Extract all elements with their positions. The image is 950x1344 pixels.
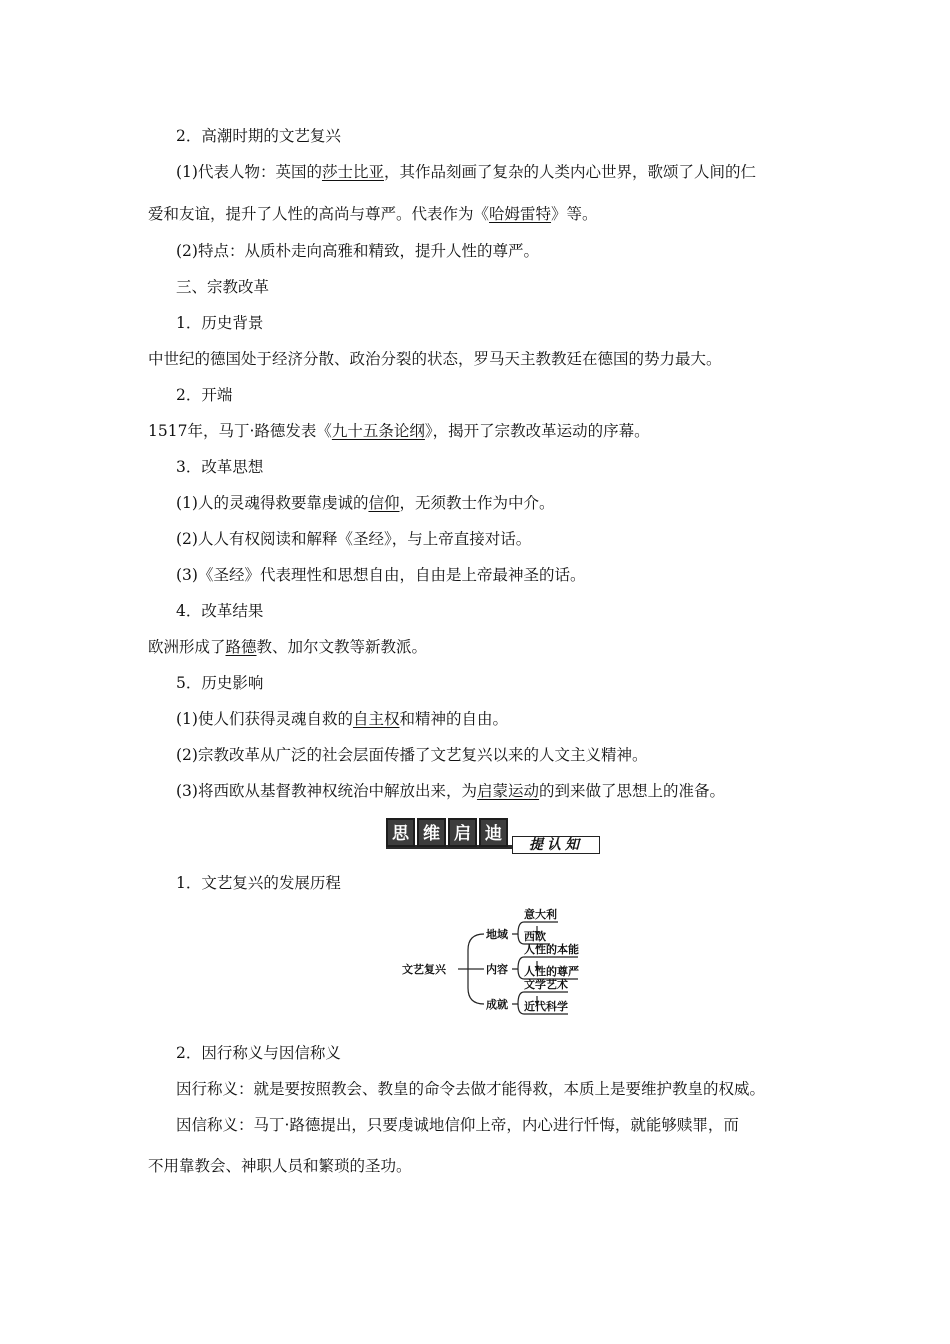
text: 》，揭开了宗教改革运动的序幕。 bbox=[424, 422, 650, 440]
subsection-title: 2．因行称义与因信称义 bbox=[176, 1044, 341, 1062]
paragraph bbox=[176, 780, 725, 802]
underlined-term: 自主权 bbox=[352, 710, 400, 728]
paragraph: (2)宗教改革从广泛的社会层面传播了文艺复兴以来的人文主义精神。 bbox=[176, 746, 648, 764]
underlined-term: 哈姆雷特 bbox=[489, 205, 552, 223]
branch-item: 近代科学 bbox=[524, 1000, 568, 1013]
paragraph: 因信称义：马丁·路德提出，只要虔诚地信仰上帝，内心进行忏悔，就能够赎罪，而 bbox=[176, 1116, 739, 1134]
paragraph bbox=[148, 203, 598, 225]
text: 1517年，马丁·路德发表《 bbox=[148, 422, 332, 440]
text: (1)代表人物：英国的 bbox=[176, 163, 322, 181]
text: ，其作品刻画了复杂的人类内心世界，歌颂了人间的仁 bbox=[383, 163, 756, 181]
subsection-title: 3．改革思想 bbox=[176, 458, 264, 476]
text: 》等。 bbox=[551, 205, 598, 223]
paragraph bbox=[176, 492, 555, 514]
underlined-term: 莎士比亚 bbox=[321, 163, 384, 181]
branch-item: 西欧 bbox=[524, 930, 546, 943]
paragraph: (2)人人有权阅读和解释《圣经》，与上帝直接对话。 bbox=[176, 530, 532, 548]
branch-item: 人性的尊严 bbox=[524, 965, 579, 978]
paragraph bbox=[148, 636, 427, 658]
underlined-term: 路德 bbox=[225, 638, 257, 656]
text: 教、加尔文教等新教派。 bbox=[256, 638, 428, 656]
subsection-title: 2．开端 bbox=[176, 386, 233, 404]
mind-map-root: 文艺复兴 bbox=[402, 963, 446, 976]
paragraph: (2)特点：从质朴走向高雅和精致，提升人性的尊严。 bbox=[176, 242, 539, 260]
paragraph: 因行称义：就是要按照教会、教皇的命令去做才能得救，本质上是要维护教皇的权威。 bbox=[176, 1080, 766, 1098]
paragraph bbox=[148, 420, 650, 442]
section-banner bbox=[386, 818, 600, 858]
mind-map bbox=[400, 900, 600, 1024]
banner-char: 维 bbox=[417, 818, 446, 847]
text: (3)将西欧从基督教神权统治中解放出来，为 bbox=[176, 782, 477, 800]
underlined-term: 信仰 bbox=[368, 494, 400, 512]
section-heading: 三、宗教改革 bbox=[176, 278, 270, 296]
subsection-title: 4．改革结果 bbox=[176, 602, 264, 620]
text: 爱和友谊，提升了人性的高尚与尊严。代表作为《 bbox=[148, 205, 490, 223]
branch-item: 人性的本能 bbox=[524, 943, 579, 956]
banner-subtitle-text: 提认知 bbox=[529, 837, 583, 853]
branch-label: 地域 bbox=[486, 928, 508, 941]
text: 的到来做了思想上的准备。 bbox=[538, 782, 725, 800]
paragraph bbox=[176, 708, 508, 730]
text: 欧洲形成了 bbox=[148, 638, 226, 656]
branch-item: 文学艺术 bbox=[524, 978, 568, 991]
branch-label: 成就 bbox=[486, 998, 508, 1011]
subsection-title: 5．历史影响 bbox=[176, 674, 264, 692]
banner-char: 思 bbox=[386, 818, 415, 847]
banner-char: 启 bbox=[448, 818, 477, 847]
branch-item: 意大利 bbox=[524, 908, 557, 921]
paragraph: 不用靠教会、神职人员和繁琐的圣功。 bbox=[148, 1157, 412, 1175]
section-title: 2．高潮时期的文艺复兴 bbox=[176, 127, 341, 145]
banner-subtitle bbox=[512, 836, 600, 854]
text: 和精神的自由。 bbox=[399, 710, 508, 728]
underlined-term: 启蒙运动 bbox=[476, 782, 539, 800]
paragraph: (3)《圣经》代表理性和思想自由，自由是上帝最神圣的话。 bbox=[176, 566, 586, 584]
banner-char: 迪 bbox=[479, 818, 508, 847]
paragraph: 中世纪的德国处于经济分散、政治分裂的状态，罗马天主教教廷在德国的势力最大。 bbox=[148, 350, 722, 368]
branch-label: 内容 bbox=[486, 963, 508, 976]
paragraph bbox=[176, 161, 756, 183]
underlined-term: 九十五条论纲 bbox=[331, 422, 425, 440]
subsection-title: 1．文艺复兴的发展历程 bbox=[176, 874, 341, 892]
text: ，无须教士作为中介。 bbox=[399, 494, 555, 512]
text: (1)人的灵魂得救要靠虔诚的 bbox=[176, 494, 369, 512]
text: (1)使人们获得灵魂自救的 bbox=[176, 710, 353, 728]
subsection-title: 1．历史背景 bbox=[176, 314, 264, 332]
